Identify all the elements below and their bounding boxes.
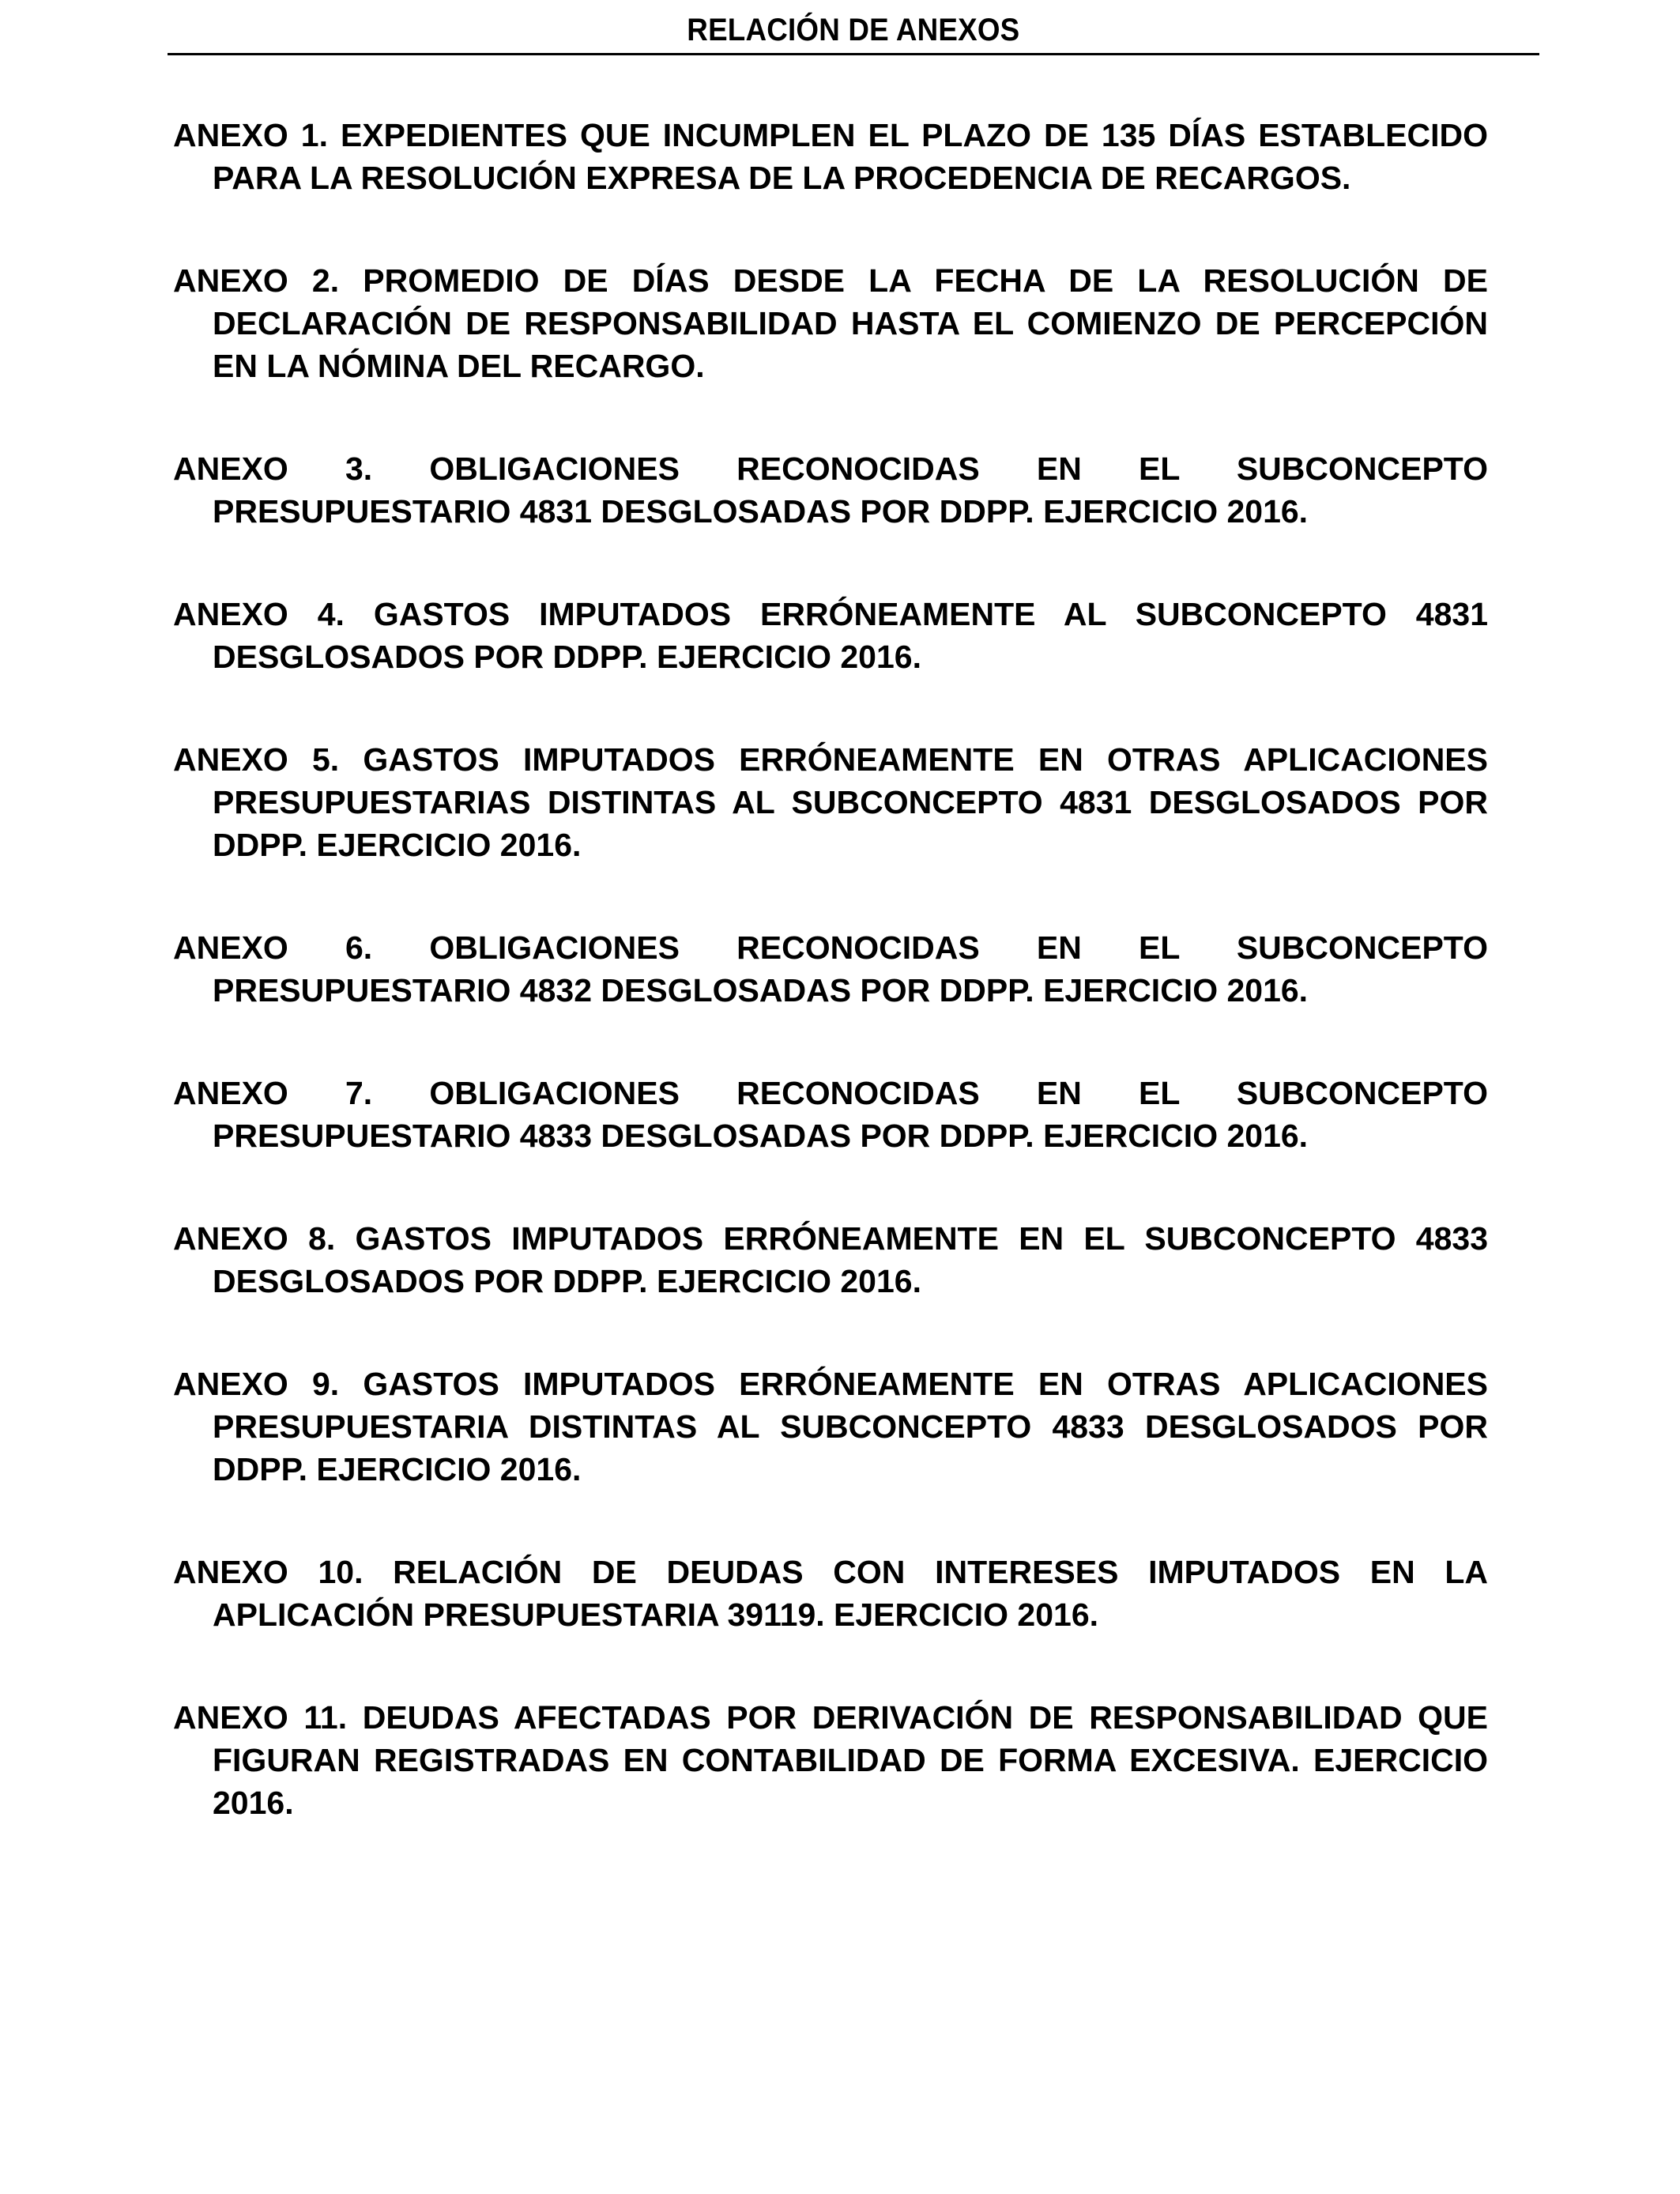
annex-entry (173, 447, 1488, 533)
annex-label: ANEXO 6. (173, 929, 373, 966)
annex-label: ANEXO 3. (173, 450, 373, 487)
annex-item-8 (173, 1217, 1488, 1302)
annex-entry (173, 1363, 1488, 1491)
annex-description: GASTOS IMPUTADOS ERRÓNEAMENTE AL SUBCONCEPTO 4831 DESGLOSADOS POR DDPP. EJERCICIO 2016. (213, 596, 1488, 675)
annex-entry (173, 114, 1488, 199)
annex-entry (173, 1696, 1488, 1824)
annex-description: OBLIGACIONES RECONOCIDAS EN EL SUBCONCEPTO PRESUPUESTARIO 4832 DESGLOSADAS POR DDPP. EJERCICIO 2016. (213, 929, 1488, 1008)
annex-description: DEUDAS AFECTADAS POR DERIVACIÓN DE RESPONSABILIDAD QUE FIGURAN REGISTRADAS EN CONTABILIDAD DE FORMA EXCESIVA. EJERCICIO 2016. (213, 1699, 1488, 1821)
annex-item-1 (173, 114, 1488, 199)
annex-entry (173, 1072, 1488, 1157)
annex-description: OBLIGACIONES RECONOCIDAS EN EL SUBCONCEPTO PRESUPUESTARIO 4831 DESGLOSADAS POR DDPP. EJERCICIO 2016. (213, 450, 1488, 530)
annex-entry (173, 1217, 1488, 1302)
annex-description: OBLIGACIONES RECONOCIDAS EN EL SUBCONCEPTO PRESUPUESTARIO 4833 DESGLOSADAS POR DDPP. EJERCICIO 2016. (213, 1075, 1488, 1154)
annex-label: ANEXO 7. (173, 1075, 373, 1111)
annex-item-9 (173, 1363, 1488, 1491)
annex-item-10 (173, 1551, 1488, 1636)
annex-item-7 (173, 1072, 1488, 1157)
annex-label: ANEXO 4. (173, 596, 345, 632)
annex-label: ANEXO 10. (173, 1554, 363, 1590)
annex-entry (173, 738, 1488, 866)
annex-label: ANEXO 9. (173, 1366, 340, 1402)
page-header (168, 9, 1539, 55)
annex-item-5 (173, 738, 1488, 866)
annex-description: GASTOS IMPUTADOS ERRÓNEAMENTE EN OTRAS APLICACIONES PRESUPUESTARIA DISTINTAS AL SUBCONCEPTO 4833 DESGLOSADOS POR DDPP. EJERCICIO 2016. (213, 1366, 1488, 1487)
annex-item-2 (173, 259, 1488, 387)
annex-item-6 (173, 926, 1488, 1012)
annex-label: ANEXO 1. (173, 117, 328, 153)
annex-item-11 (173, 1696, 1488, 1824)
annex-label: ANEXO 11. (173, 1699, 348, 1736)
annex-entry (173, 1551, 1488, 1636)
annex-entry (173, 593, 1488, 678)
annex-list (173, 114, 1488, 1884)
page-title: RELACIÓN DE ANEXOS (687, 13, 1020, 47)
annex-entry (173, 259, 1488, 387)
annex-description: RELACIÓN DE DEUDAS CON INTERESES IMPUTADOS EN LA APLICACIÓN PRESUPUESTARIA 39119. EJERCICIO 2016. (213, 1554, 1488, 1633)
annex-description: EXPEDIENTES QUE INCUMPLEN EL PLAZO DE 135 DÍAS ESTABLECIDO PARA LA RESOLUCIÓN EXPRESA DE LA PROCEDENCIA DE RECARGOS. (213, 117, 1488, 196)
annex-description: GASTOS IMPUTADOS ERRÓNEAMENTE EN OTRAS APLICACIONES PRESUPUESTARIAS DISTINTAS AL SUBCONCEPTO 4831 DESGLOSADOS POR DDPP. EJERCICIO 2016. (213, 741, 1488, 863)
annex-description: PROMEDIO DE DÍAS DESDE LA FECHA DE LA RESOLUCIÓN DE DECLARACIÓN DE RESPONSABILIDAD HASTA EL COMIENZO DE PERCEPCIÓN EN LA NÓMINA DEL RECARGO. (213, 262, 1488, 384)
annex-label: ANEXO 5. (173, 741, 340, 778)
annex-item-3 (173, 447, 1488, 533)
annex-description: GASTOS IMPUTADOS ERRÓNEAMENTE EN EL SUBCONCEPTO 4833 DESGLOSADOS POR DDPP. EJERCICIO 2016. (213, 1220, 1488, 1299)
annex-item-4 (173, 593, 1488, 678)
annex-entry (173, 926, 1488, 1012)
annex-label: ANEXO 8. (173, 1220, 336, 1257)
annex-label: ANEXO 2. (173, 262, 340, 299)
